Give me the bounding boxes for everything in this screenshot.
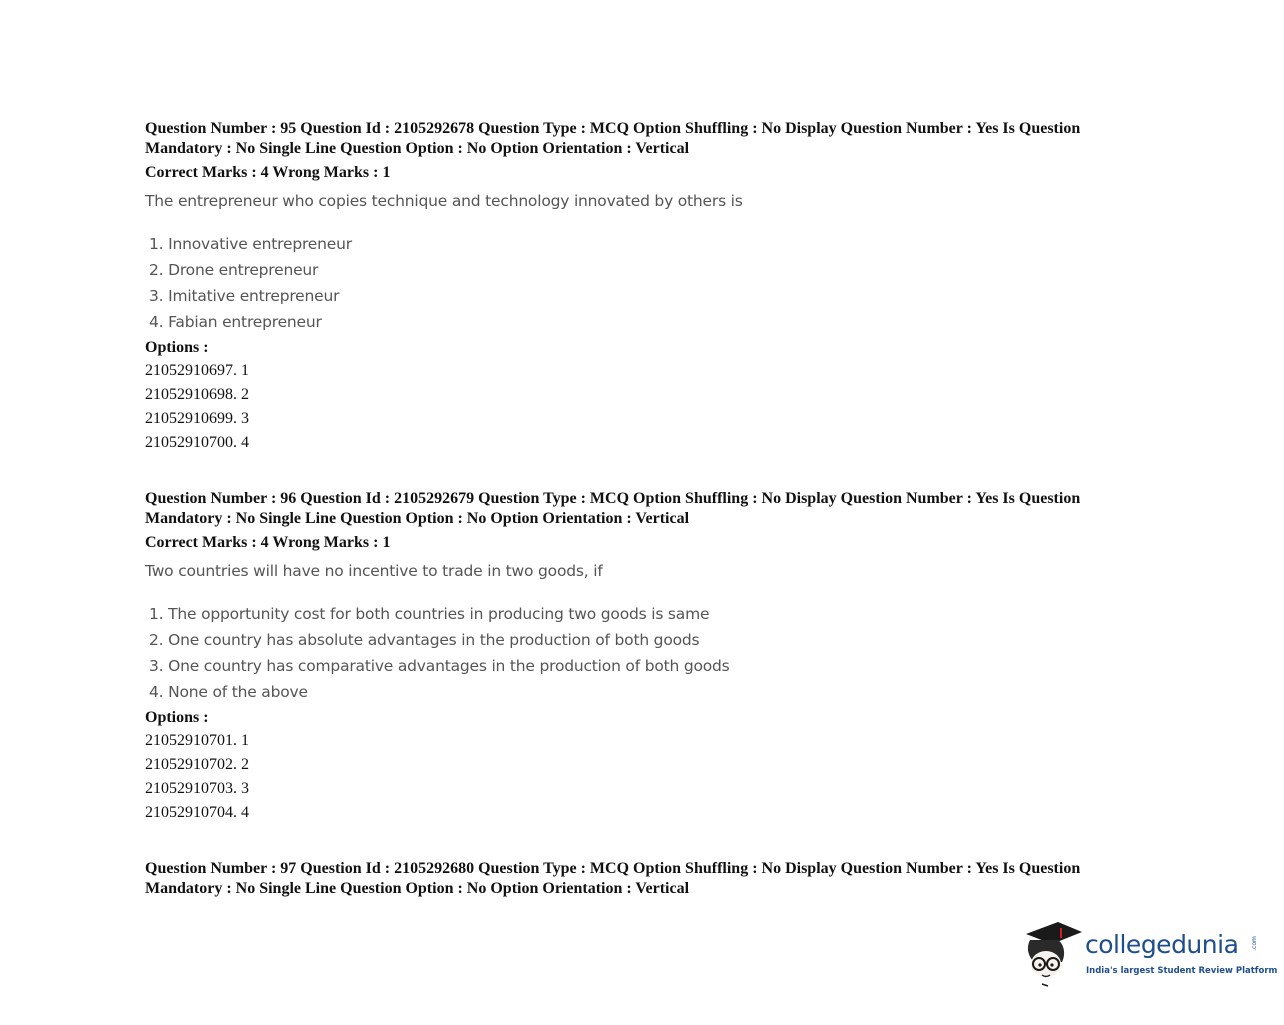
question-marks: Correct Marks : 4 Wrong Marks : 1 — [145, 164, 391, 181]
choice-item: 4. Fabian entrepreneur — [149, 313, 322, 331]
option-id: 21052910702. 2 — [145, 756, 249, 773]
option-id: 21052910697. 1 — [145, 362, 249, 379]
question-meta: Question Number : 95 Question Id : 2105292678 Question Type : MCQ Option Shuffling : No Display Question Number : Yes Is Question Mandatory : No Single Line Question Option : No Option Orientation : Vertical — [145, 120, 1081, 157]
choice-item: 1. Innovative entrepreneur — [149, 235, 352, 253]
question-block-95 — [145, 119, 1145, 455]
question-meta: Question Number : 97 Question Id : 2105292680 Question Type : MCQ Option Shuffling : No Display Question Number : Yes Is Question Mandatory : No Single Line Question Option : No Option Orientation : Vertical — [145, 860, 1081, 897]
choice-item: 1. The opportunity cost for both countries in producing two goods is same — [149, 605, 710, 623]
logo-tagline: India's largest Student Review Platform — [1086, 966, 1278, 976]
choice-item: 2. One country has absolute advantages in the production of both goods — [149, 631, 700, 649]
question-block-96 — [145, 489, 1145, 825]
option-id: 21052910698. 2 — [145, 386, 249, 403]
question-text: The entrepreneur who copies technique and technology innovated by others is — [145, 192, 743, 210]
question-text: Two countries will have no incentive to trade in two goods, if — [145, 562, 603, 580]
choice-item: 4. None of the above — [149, 683, 308, 701]
question-paper-page — [145, 119, 1145, 933]
collegedunia-logo — [1022, 918, 1278, 988]
option-id: 21052910701. 1 — [145, 732, 249, 749]
logo-domain: .com — [1250, 936, 1258, 951]
option-id: 21052910704. 4 — [145, 804, 249, 821]
choice-item: 3. Imitative entrepreneur — [149, 287, 340, 305]
logo-wordmark: collegedunia — [1085, 930, 1239, 959]
choice-list — [145, 231, 1145, 335]
mascot-icon — [1022, 918, 1084, 988]
choice-list — [145, 601, 1145, 705]
choice-item: 3. One country has comparative advantages in the production of both goods — [149, 657, 730, 675]
choice-item: 2. Drone entrepreneur — [149, 261, 319, 279]
options-label: Options : — [145, 709, 209, 726]
option-id: 21052910699. 3 — [145, 410, 249, 427]
option-id: 21052910700. 4 — [145, 434, 249, 451]
options-label: Options : — [145, 339, 209, 356]
question-meta: Question Number : 96 Question Id : 2105292679 Question Type : MCQ Option Shuffling : No Display Question Number : Yes Is Question Mandatory : No Single Line Question Option : No Option Orientation : Vertical — [145, 490, 1081, 527]
option-id: 21052910703. 3 — [145, 780, 249, 797]
question-block-97 — [145, 859, 1145, 899]
question-marks: Correct Marks : 4 Wrong Marks : 1 — [145, 534, 391, 551]
